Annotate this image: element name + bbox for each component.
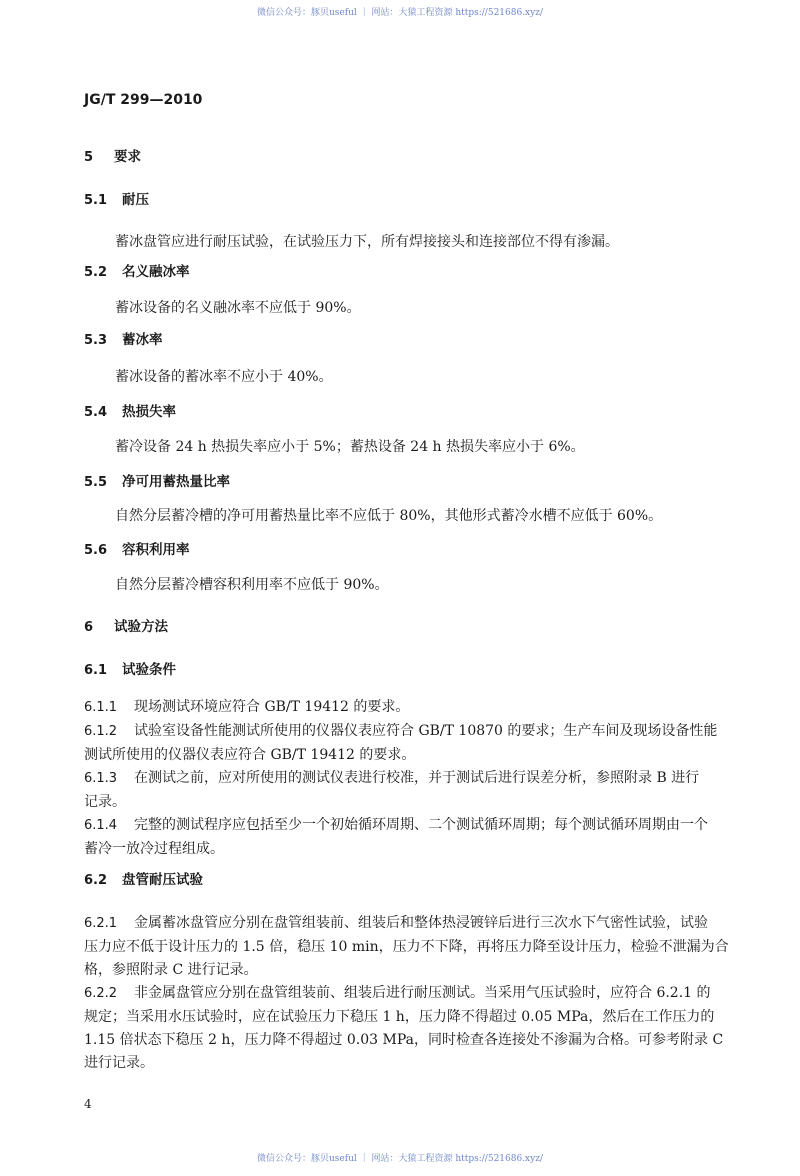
section-5-3-heading: 5.3 蓄冰率	[84, 332, 163, 348]
section-5-4-text: 蓄冷设备 24 h 热损失率应小于 5%；蓄热设备 24 h 热损失率应小于 6%。	[115, 439, 585, 455]
section-6-2-heading: 6.2 盘管耐压试验	[84, 872, 203, 888]
watermark-top: 微信公众号：豚贝useful ｜ 网站：大猿工程资源 https://521686.xyz/	[257, 8, 543, 18]
clause-6-1-2: 6.1.2 试验室设备性能测试所使用的仪器仪表应符合 GB/T 10870 的要求；生产车间及现场设备性能	[84, 723, 718, 739]
section-5-2-text: 蓄冰设备的名义融冰率不应低于 90%。	[115, 300, 361, 316]
section-5-heading: 5 要求	[84, 149, 141, 165]
document-header: JG/T 299—2010	[84, 92, 203, 108]
section-6-heading: 6 试验方法	[84, 619, 168, 635]
section-6-1-heading: 6.1 试验条件	[84, 662, 176, 678]
page-number: 4	[84, 1097, 92, 1111]
section-5-2-heading: 5.2 名义融冰率	[84, 264, 190, 280]
section-5-6-text: 自然分层蓄冷槽容积利用率不应低于 90%。	[115, 577, 389, 593]
clause-6-1-2-cont: 测试所使用的仪器仪表应符合 GB/T 19412 的要求。	[84, 747, 416, 763]
document-body	[84, 91, 744, 1113]
section-5-3-text: 蓄冰设备的蓄冰率不应小于 40%。	[115, 369, 333, 385]
clause-6-1-3-cont: 记录。	[84, 794, 126, 810]
clause-6-2-1: 6.2.1 金属蓄冰盘管应分别在盘管组装前、组装后和整体热浸镀锌后进行三次水下气密性试验，试验	[84, 915, 708, 931]
clause-6-1-1: 6.1.1 现场测试环境应符合 GB/T 19412 的要求。	[84, 699, 410, 715]
section-5-4-heading: 5.4 热损失率	[84, 404, 176, 420]
clause-6-1-4-cont: 蓄冷一放冷过程组成。	[84, 841, 224, 857]
clause-6-1-3: 6.1.3 在测试之前，应对所使用的测试仪表进行校准，并于测试后进行误差分析，参照附录 B 进行	[84, 770, 700, 786]
clause-6-2-2: 6.2.2 非金属盘管应分别在盘管组装前、组装后进行耐压测试。当采用气压试验时，应符合 6.2.1 的	[84, 985, 711, 1001]
clause-6-1-4: 6.1.4 完整的测试程序应包括至少一个初始循环周期、二个测试循环周期；每个测试循环周期由一个	[84, 817, 708, 833]
clause-6-2-2-cont2: 1.15 倍状态下稳压 2 h，压力降不得超过 0.03 MPa，同时检查各连接处不渗漏为合格。可参考附录 C	[84, 1032, 724, 1048]
section-5-5-heading: 5.5 净可用蓄热量比率	[84, 474, 230, 490]
clause-6-2-2-cont: 规定；当采用水压试验时，应在试验压力下稳压 1 h，压力降不得超过 0.05 MPa，然后在工作压力的	[84, 1009, 715, 1025]
clause-6-2-2-cont3: 进行记录。	[84, 1055, 154, 1071]
clause-6-2-1-cont: 压力应不低于设计压力的 1.5 倍，稳压 10 min，压力不下降，再将压力降至设计压力，检验不泄漏为合	[84, 939, 729, 955]
section-5-6-heading: 5.6 容积利用率	[84, 542, 190, 558]
section-5-5-text: 自然分层蓄冷槽的净可用蓄热量比率不应低于 80%，其他形式蓄冷水槽不应低于 60%。	[115, 508, 663, 524]
watermark-bottom: 微信公众号：豚贝useful ｜ 网站：大猿工程资源 https://521686.xyz/	[257, 1154, 543, 1164]
clause-6-2-1-cont2: 格，参照附录 C 进行记录。	[84, 962, 258, 978]
section-5-1-heading: 5.1 耐压	[84, 192, 149, 208]
section-5-1-text: 蓄冰盘管应进行耐压试验，在试验压力下，所有焊接接头和连接部位不得有渗漏。	[115, 234, 619, 250]
